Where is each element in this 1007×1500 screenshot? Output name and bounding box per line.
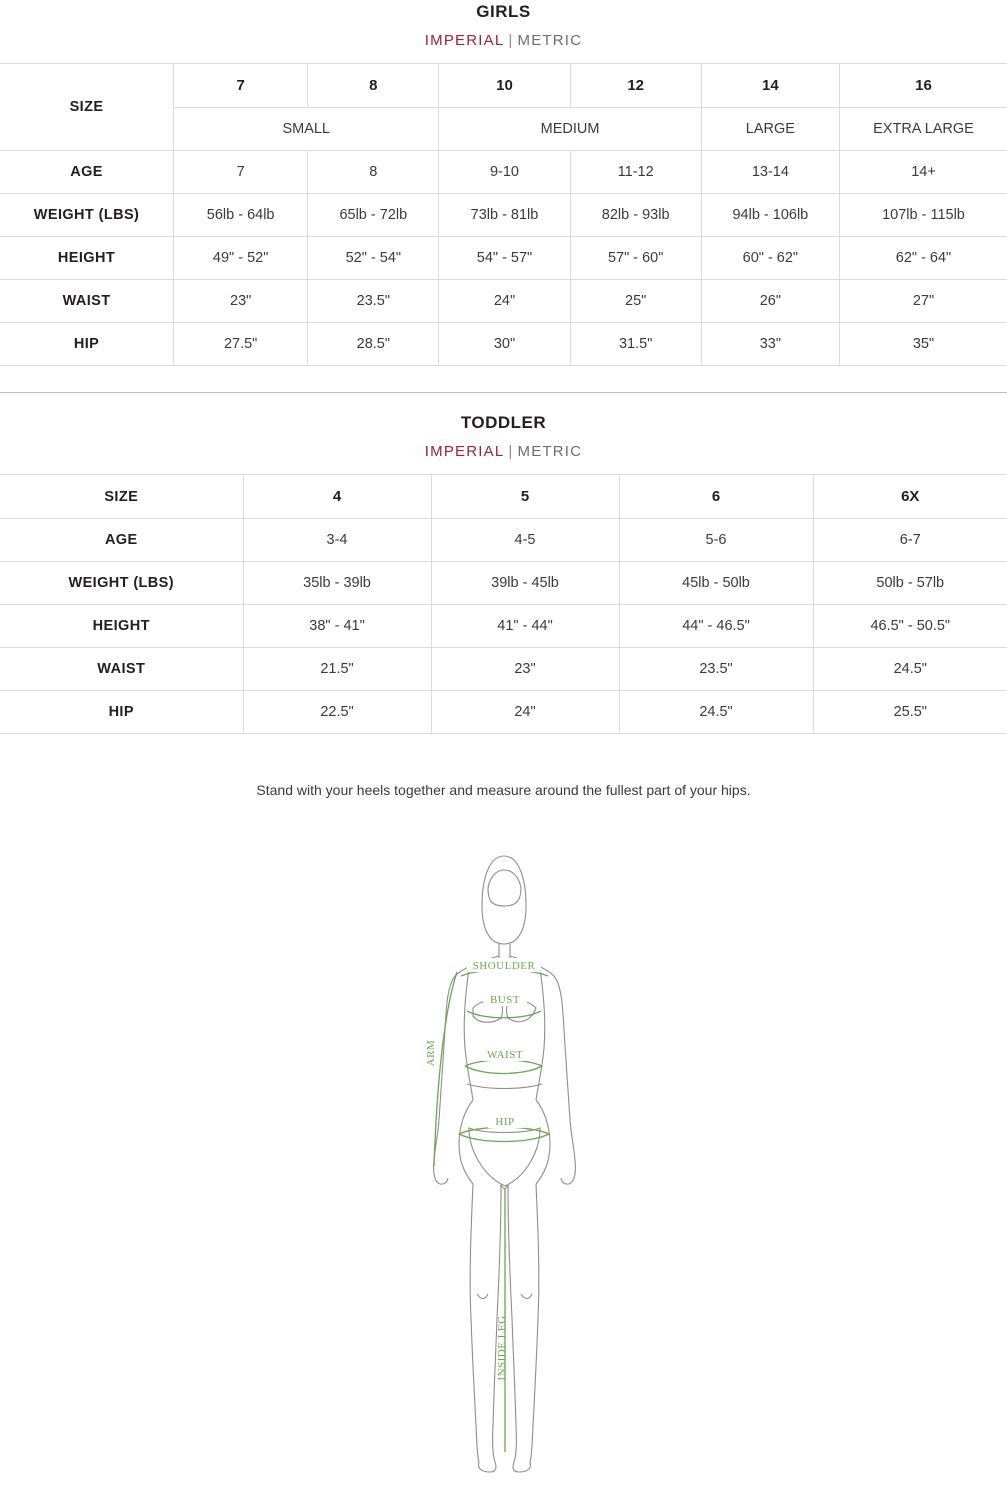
girls-hip-0: 27.5" bbox=[174, 323, 308, 366]
toddler-size-col-0: 4 bbox=[243, 475, 431, 519]
toddler-waist-3: 24.5" bbox=[813, 648, 1007, 691]
girls-waist-0: 23" bbox=[174, 280, 308, 323]
girls-age-5: 14+ bbox=[839, 151, 1007, 194]
girls-size-col-3: 12 bbox=[570, 64, 701, 108]
girls-age-0: 7 bbox=[174, 151, 308, 194]
toddler-size-table bbox=[0, 474, 1007, 734]
toddler-weight-3: 50lb - 57lb bbox=[813, 562, 1007, 605]
girls-band-medium: MEDIUM bbox=[439, 108, 701, 151]
toddler-waist-0: 21.5" bbox=[243, 648, 431, 691]
waist-measure-line bbox=[465, 1066, 542, 1074]
toddler-age-3: 6-7 bbox=[813, 519, 1007, 562]
arm-label: ARM bbox=[424, 1039, 437, 1067]
girls-waist-3: 25" bbox=[570, 280, 701, 323]
measurement-lines bbox=[434, 970, 549, 1452]
girls-unit-metric[interactable]: METRIC bbox=[517, 32, 583, 49]
girls-hip-4: 33" bbox=[701, 323, 839, 366]
girls-band-small: SMALL bbox=[174, 108, 439, 151]
toddler-waist-2: 23.5" bbox=[619, 648, 813, 691]
girls-age-1: 8 bbox=[308, 151, 439, 194]
toddler-hip-0: 22.5" bbox=[243, 691, 431, 734]
toddler-age-0: 3-4 bbox=[243, 519, 431, 562]
girls-weight-1: 65lb - 72lb bbox=[308, 194, 439, 237]
girls-weight-5: 107lb - 115lb bbox=[839, 194, 1007, 237]
toddler-age-2: 5-6 bbox=[619, 519, 813, 562]
inside-leg-label: INSIDE LEG bbox=[495, 1315, 508, 1381]
girls-hip-2: 30" bbox=[439, 323, 570, 366]
girls-unit-separator: | bbox=[508, 32, 514, 49]
toddler-size-col-3: 6X bbox=[813, 475, 1007, 519]
table-row bbox=[0, 280, 1007, 323]
toddler-height-3: 46.5" - 50.5" bbox=[813, 605, 1007, 648]
toddler-row-height-header: HEIGHT bbox=[0, 605, 243, 648]
girls-waist-2: 24" bbox=[439, 280, 570, 323]
girls-title: GIRLS bbox=[476, 2, 531, 21]
girls-size-col-0: 7 bbox=[174, 64, 308, 108]
girls-age-3: 11-12 bbox=[570, 151, 701, 194]
girls-weight-2: 73lb - 81lb bbox=[439, 194, 570, 237]
girls-hip-3: 31.5" bbox=[570, 323, 701, 366]
toddler-weight-0: 35lb - 39lb bbox=[243, 562, 431, 605]
toddler-height-0: 38" - 41" bbox=[243, 605, 431, 648]
girls-waist-1: 23.5" bbox=[308, 280, 439, 323]
toddler-waist-1: 23" bbox=[431, 648, 619, 691]
girls-size-col-1: 8 bbox=[308, 64, 439, 108]
girls-band-extra-large: EXTRA LARGE bbox=[839, 108, 1007, 151]
shoulder-label: SHOULDER bbox=[472, 960, 535, 972]
girls-size-rowhead: SIZE bbox=[0, 64, 174, 151]
girls-height-1: 52" - 54" bbox=[308, 237, 439, 280]
girls-age-4: 13-14 bbox=[701, 151, 839, 194]
girls-band-large: LARGE bbox=[701, 108, 839, 151]
girls-height-2: 54" - 57" bbox=[439, 237, 570, 280]
hip-measure-line bbox=[459, 1134, 549, 1142]
measurement-figure bbox=[0, 848, 1007, 1478]
table-row bbox=[0, 237, 1007, 280]
girls-weight-0: 56lb - 64lb bbox=[174, 194, 308, 237]
table-row bbox=[0, 648, 1007, 691]
table-row bbox=[0, 605, 1007, 648]
girls-size-col-2: 10 bbox=[439, 64, 570, 108]
toddler-size-col-2: 6 bbox=[619, 475, 813, 519]
girls-size-col-4: 14 bbox=[701, 64, 839, 108]
girls-height-4: 60" - 62" bbox=[701, 237, 839, 280]
toddler-size-rowhead: SIZE bbox=[0, 475, 243, 519]
girls-weight-3: 82lb - 93lb bbox=[570, 194, 701, 237]
toddler-height-1: 41" - 44" bbox=[431, 605, 619, 648]
toddler-unit-metric[interactable]: METRIC bbox=[517, 443, 583, 460]
toddler-weight-1: 39lb - 45lb bbox=[431, 562, 619, 605]
toddler-weight-2: 45lb - 50lb bbox=[619, 562, 813, 605]
bust-measure-line bbox=[467, 1011, 541, 1018]
toddler-height-2: 44" - 46.5" bbox=[619, 605, 813, 648]
table-row bbox=[0, 475, 1007, 519]
toddler-row-hip-header: HIP bbox=[0, 691, 243, 734]
girls-age-2: 9-10 bbox=[439, 151, 570, 194]
toddler-unit-toggle[interactable] bbox=[0, 443, 1007, 460]
table-row bbox=[0, 64, 1007, 108]
girls-row-waist-header: WAIST bbox=[0, 280, 174, 323]
toddler-title: TODDLER bbox=[460, 413, 547, 432]
girls-waist-5: 27" bbox=[839, 280, 1007, 323]
girls-hip-1: 28.5" bbox=[308, 323, 439, 366]
toddler-row-weight-header: WEIGHT (LBS) bbox=[0, 562, 243, 605]
table-row bbox=[0, 562, 1007, 605]
toddler-hip-1: 24" bbox=[431, 691, 619, 734]
waist-label: WAIST bbox=[486, 1049, 523, 1061]
toddler-row-age-header: AGE bbox=[0, 519, 243, 562]
table-row bbox=[0, 323, 1007, 366]
table-row bbox=[0, 151, 1007, 194]
girls-row-hip-header: HIP bbox=[0, 323, 174, 366]
bust-label: BUST bbox=[489, 994, 520, 1006]
girls-row-weight-header: WEIGHT (LBS) bbox=[0, 194, 174, 237]
female-body-diagram bbox=[389, 848, 619, 1478]
girls-size-table bbox=[0, 63, 1007, 366]
girls-weight-4: 94lb - 106lb bbox=[701, 194, 839, 237]
girls-height-0: 49" - 52" bbox=[174, 237, 308, 280]
body-outline-head bbox=[482, 856, 526, 958]
toddler-size-col-1: 5 bbox=[431, 475, 619, 519]
toddler-size-section bbox=[0, 411, 1007, 734]
table-row bbox=[0, 194, 1007, 237]
girls-size-col-5: 16 bbox=[839, 64, 1007, 108]
toddler-unit-separator: | bbox=[508, 443, 514, 460]
girls-height-5: 62" - 64" bbox=[839, 237, 1007, 280]
toddler-age-1: 4-5 bbox=[431, 519, 619, 562]
girls-row-age-header: AGE bbox=[0, 151, 174, 194]
girls-size-section bbox=[0, 0, 1007, 366]
girls-height-3: 57" - 60" bbox=[570, 237, 701, 280]
girls-row-height-header: HEIGHT bbox=[0, 237, 174, 280]
girls-hip-5: 35" bbox=[839, 323, 1007, 366]
girls-unit-toggle[interactable] bbox=[0, 32, 1007, 49]
toddler-hip-3: 25.5" bbox=[813, 691, 1007, 734]
girls-unit-imperial[interactable]: IMPERIAL bbox=[424, 32, 505, 49]
table-row bbox=[0, 691, 1007, 734]
hip-label: HIP bbox=[494, 1116, 515, 1128]
table-row bbox=[0, 519, 1007, 562]
toddler-row-waist-header: WAIST bbox=[0, 648, 243, 691]
toddler-hip-2: 24.5" bbox=[619, 691, 813, 734]
measurement-note: Stand with your heels together and measure around the fullest part of your hips. bbox=[256, 782, 751, 798]
girls-waist-4: 26" bbox=[701, 280, 839, 323]
toddler-unit-imperial[interactable]: IMPERIAL bbox=[424, 443, 505, 460]
